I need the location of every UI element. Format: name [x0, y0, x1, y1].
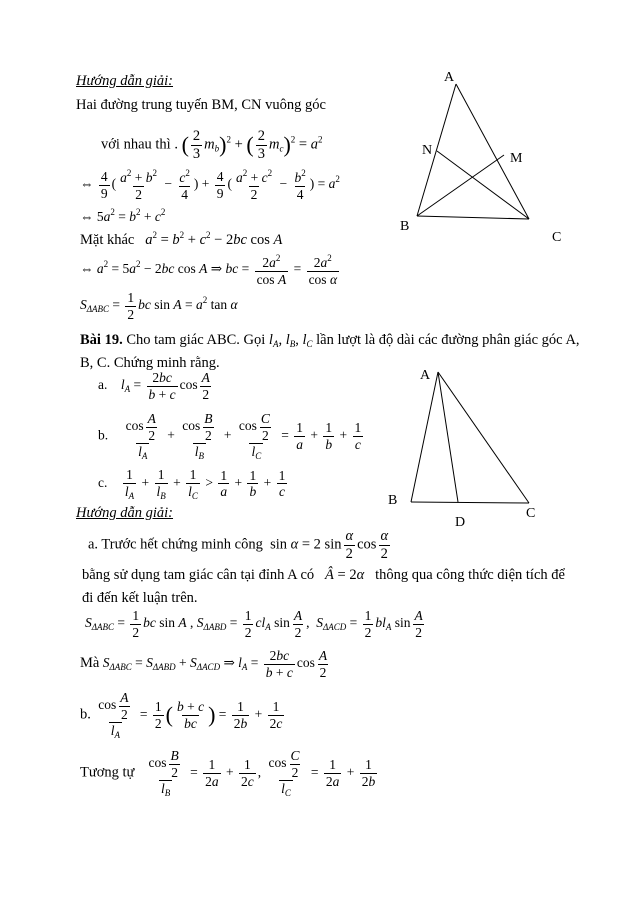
point-label-m: M — [510, 151, 523, 166]
solution-heading-1: Hướng dẫn giải: — [76, 73, 174, 89]
solution-2-part-a: a. Trước hết chứng minh công sin α = 2 sin $\frac{\alpha}{2}$ cos $\frac{\alpha}{2}$ — [88, 528, 389, 562]
vertex-label-a-2: A — [420, 368, 431, 383]
equation-medians: với nhau thì . ( $\frac{2}{3}$ $m_b)^2$ + ( $\frac{2}{3}$ $m_c)^2 = a^2$ — [101, 128, 323, 162]
equation-cosine-law: Mặt khác $a^2 = b^2 + c^2 - 2bc$ cos A — [80, 230, 283, 248]
triangle-figure-2 — [380, 362, 570, 532]
equation-areas: $S_{\Delta ABC}$ = $\frac{1}{2}$ bc sin A , $S_{\Delta ABD}$ = $\frac{1}{2}$ $cl_A$ sin $\frac{A}{2}$ , $S_{\Delta ACD}$ = $\frac{1}{2}$ $bl_A$ sin $\frac{A}{2}$ — [85, 608, 423, 640]
vertex-label-b-2: B — [388, 493, 398, 508]
problem-19-label: Bài 19. — [80, 332, 123, 348]
problem-19-line-1: Bài 19. Cho tam giác ABC. Gọi $l_A$, $l_B$, $l_C$ lần lượt là độ dài các đường phân giác góc A, — [80, 332, 580, 349]
equation-expand: ⇔ $\frac{4}{9}$ ( $\frac{a^2 + b^2}{2}$ − $\frac{c^2}{4}$ ) + $\frac{4}{9}$ ( $\frac{a^2 + c^2}{2}$ − $\frac{b^2}{4}$ ) = $a^2$ — [80, 168, 340, 202]
solution-2-line-3: đi đến kết luận trên. — [82, 590, 198, 606]
vertex-label-c: C — [552, 230, 562, 245]
solution-2-line-2: bằng sử dụng tam giác cân tại đỉnh A có Â = 2α thông qua công thức diện tích để — [82, 567, 565, 583]
triangle-figure-1 — [390, 68, 580, 253]
equation-similar: Tương tự cos $\frac{B}{2}$ $l_B$ = $\frac{1}{2a}$ + $\frac{1}{2c}$ , cos $\frac{C}{2}$ $l_C$ = $\frac{1}{2a}$ + $\frac{1}{2b}$ — [80, 748, 376, 799]
equation-prefix: với nhau thì . — [101, 136, 178, 153]
problem-19-part-c: c. $\frac{1}{l_A}$ + $\frac{1}{l_B}$ + $\frac{1}{l_C}$ > $\frac{1}{a}$ + $\frac{1}{b}$ + $\frac{1}{c}$ — [98, 467, 286, 501]
problem-19-part-a: a. $l_A$ = $\frac{2bc}{b + c}$ cos $\frac{A}{2}$ — [98, 370, 210, 402]
solution-line-1: Hai đường trung tuyến BM, CN vuông góc — [76, 97, 326, 113]
label-mat-khac: Mặt khác — [80, 232, 135, 248]
problem-19-part-b: b. cos $\frac{A}{2}$ $l_A$ + cos $\frac{B}{2}$ $l_B$ + cos $\frac{C}{2}$ $l_C$ = $\frac{1}{a}$ + $\frac{1}{b}$ + $\frac{1}{c}$ — [98, 411, 362, 462]
equation-simplified: ⇔ $5a^2 = b^2 + c^2$ — [80, 207, 166, 224]
vertex-label-c-2: C — [526, 506, 536, 521]
equation-sum-areas: Mà $S_{\Delta ABC} = S_{\Delta ABD} + S_{\Delta ACD}$ ⇒ $l_A$ = $\frac{2bc}{b + c}$ cos $\frac{A}{2}$ — [80, 648, 328, 680]
vertex-label-b: B — [400, 219, 410, 234]
equation-area-1: $S_{\Delta ABC}$ = $\frac{1}{2}$ bc $\sin A = a^2$ tan α — [80, 290, 238, 322]
point-label-n: N — [422, 143, 433, 158]
problem-19-line-2: B, C. Chứng minh rằng. — [80, 355, 220, 371]
equation-bc: ⇔ $a^2 = 5a^2 - 2bc$ cos A ⇒ bc = $\frac{2a^2}{\text{cos A}}$ = $\frac{2a^2}{\text{cos α}}$ — [80, 253, 338, 287]
equation-part-b: b. cos $\frac{A}{2}$ $l_A$ = $\frac{1}{2}$ ( $\frac{b + c}{bc}$ ) = $\frac{1}{2b}$ + $\frac{1}{2c}$ — [80, 690, 283, 741]
vertex-label-a: A — [444, 70, 455, 85]
solution-heading-2: Hướng dẫn giải: — [76, 505, 174, 521]
point-label-d: D — [455, 515, 466, 530]
